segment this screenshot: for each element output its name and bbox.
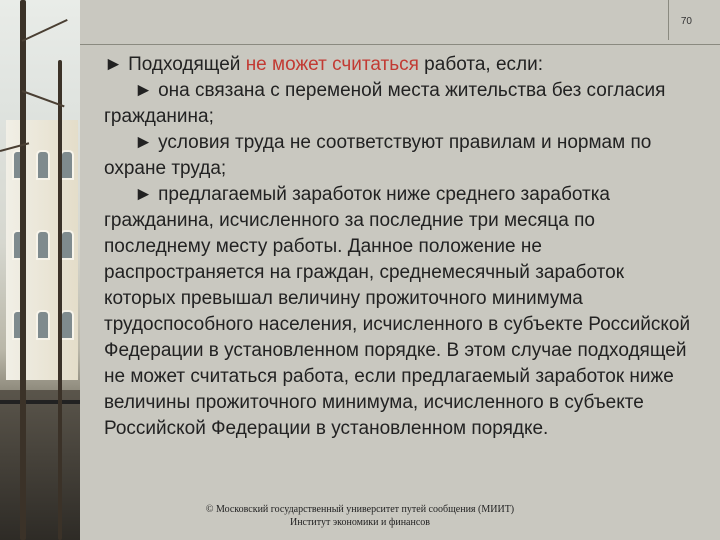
footer-copyright: © Московский государственный университет путей сообщения (МИИТ) xyxy=(205,504,515,515)
lead-line xyxy=(104,52,694,78)
list-item: ► предлагаемый заработок ниже среднего заработка гражданина, исчисленного за последние три месяца по последнему месту работы. Данное положение не распространяется на граждан, среднемесячный заработок которых превышал величину прожиточного минимума трудоспособного населения, исчисленного в субъекте Российской Федерации в установленном порядке. В этом случае подходящей не может считаться работа, если предлагаемый заработок ниже величины прожиточного минимума, исчисленного в субъекте Российской Федерации в установленном порядке. xyxy=(104,184,691,439)
tree-branch xyxy=(22,19,68,42)
window xyxy=(60,150,74,180)
window xyxy=(36,150,50,180)
window xyxy=(36,310,50,340)
footer-institute: Институт экономики и финансов xyxy=(289,517,431,528)
header-divider xyxy=(668,0,669,40)
ground xyxy=(0,390,80,540)
tree-trunk xyxy=(20,0,26,540)
list-item: ► условия труда не соответствуют правилам и нормам по охране труда; xyxy=(104,132,652,179)
list-item: ► она связана с переменой места жительства без согласия гражданина; xyxy=(104,80,666,127)
window xyxy=(36,230,50,260)
fence xyxy=(0,400,80,404)
bullet-icon: ► xyxy=(104,54,123,75)
header-rule xyxy=(80,44,720,45)
tree-trunk xyxy=(58,60,62,540)
slide-body xyxy=(104,52,694,442)
footer xyxy=(150,503,570,529)
page-number: 70 xyxy=(680,16,692,27)
building-facade xyxy=(6,120,78,380)
building-photo xyxy=(0,0,80,540)
lead-text-before: Подходящей xyxy=(128,54,246,75)
lead-text-after: работа, если: xyxy=(418,54,544,75)
lead-highlight: не может считаться xyxy=(245,54,419,75)
window xyxy=(60,310,74,340)
window xyxy=(60,230,74,260)
